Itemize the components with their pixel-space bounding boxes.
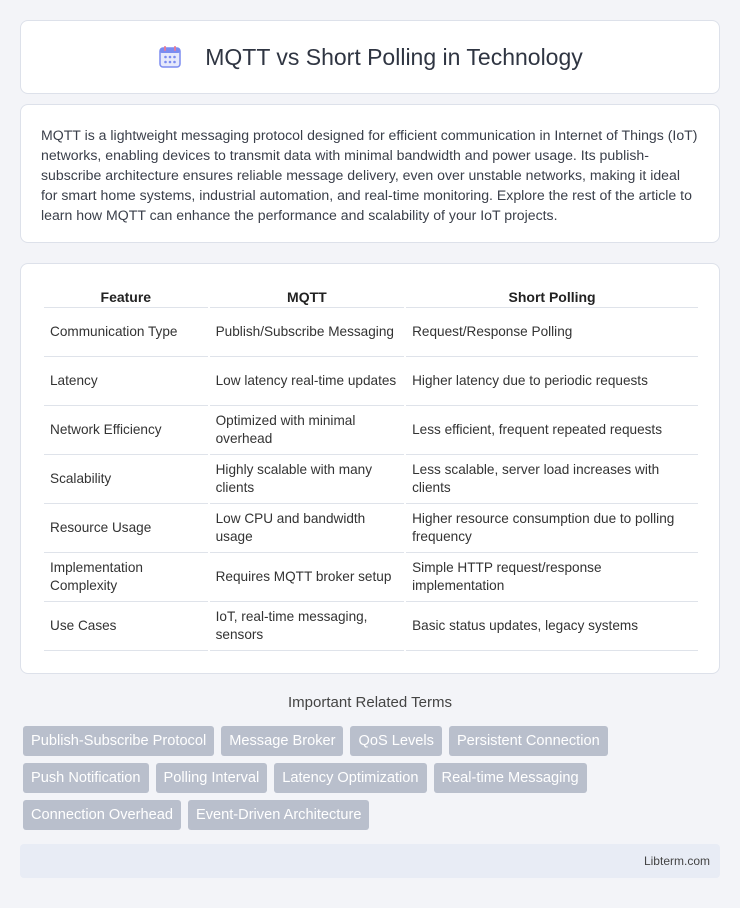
related-term-tag[interactable]: Event-Driven Architecture — [188, 800, 369, 830]
short-polling-cell: Basic status updates, legacy systems — [406, 602, 698, 651]
intro-card — [20, 104, 720, 243]
feature-cell: Communication Type — [44, 308, 208, 357]
mqtt-cell: Optimized with minimal overhead — [210, 406, 405, 455]
table-row — [44, 602, 698, 651]
footer — [20, 844, 720, 878]
short-polling-cell: Less efficient, frequent repeated requests — [406, 406, 698, 455]
mqtt-cell: Requires MQTT broker setup — [210, 553, 405, 602]
related-term-tag[interactable]: Persistent Connection — [449, 726, 608, 756]
short-polling-cell: Less scalable, server load increases with clients — [406, 455, 698, 504]
related-term-tag[interactable]: Push Notification — [23, 763, 149, 793]
table-row — [44, 504, 698, 553]
table-row — [44, 357, 698, 406]
table-row — [44, 406, 698, 455]
short-polling-cell: Simple HTTP request/response implementation — [406, 553, 698, 602]
mqtt-cell: Highly scalable with many clients — [210, 455, 405, 504]
header-card — [20, 20, 720, 94]
comparison-table-card — [20, 263, 720, 674]
related-terms-title: Important Related Terms — [288, 694, 452, 711]
related-term-tag[interactable]: Latency Optimization — [274, 763, 426, 793]
table-row — [44, 553, 698, 602]
intro-text: MQTT is a lightweight messaging protocol designed for efficient communication in Internet of Things (IoT) networks, enabling devices to transmit data with minimal bandwidth and power usage. Its publish-subscribe architecture ensures reliable message delivery, even over unstable networks, making it ideal for smart home systems, industrial automation, and real-time monitoring. Explore the rest of the article to learn how MQTT can enhance the performance and scalability of your IoT projects. — [41, 127, 698, 223]
related-term-tag[interactable]: QoS Levels — [350, 726, 441, 756]
feature-cell: Scalability — [44, 455, 208, 504]
related-term-tag[interactable]: Publish-Subscribe Protocol — [23, 726, 214, 756]
footer-site-link[interactable]: Libterm.com — [643, 854, 710, 868]
header-feature: Feature — [44, 284, 208, 308]
short-polling-cell: Higher latency due to periodic requests — [406, 357, 698, 406]
feature-cell: Latency — [44, 357, 208, 406]
related-term-tag[interactable]: Real-time Messaging — [434, 763, 587, 793]
feature-cell: Resource Usage — [44, 504, 208, 553]
comparison-table — [42, 284, 700, 651]
feature-cell: Implementation Complexity — [44, 553, 208, 602]
related-term-tag[interactable]: Polling Interval — [156, 763, 268, 793]
mqtt-cell: Publish/Subscribe Messaging — [210, 308, 405, 357]
table-row — [44, 455, 698, 504]
mqtt-cell: Low CPU and bandwidth usage — [210, 504, 405, 553]
related-term-tag[interactable]: Connection Overhead — [23, 800, 181, 830]
table-row — [44, 308, 698, 357]
related-term-tag[interactable]: Message Broker — [221, 726, 343, 756]
header-short-polling: Short Polling — [406, 284, 698, 308]
table-header-row — [44, 284, 698, 308]
short-polling-cell: Higher resource consumption due to polling frequency — [406, 504, 698, 553]
calendar-icon — [157, 44, 183, 70]
page-title: MQTT vs Short Polling in Technology — [205, 43, 583, 70]
mqtt-cell: Low latency real-time updates — [210, 357, 405, 406]
feature-cell: Network Efficiency — [44, 406, 208, 455]
header-mqtt: MQTT — [210, 284, 405, 308]
mqtt-cell: IoT, real-time messaging, sensors — [210, 602, 405, 651]
short-polling-cell: Request/Response Polling — [406, 308, 698, 357]
feature-cell: Use Cases — [44, 602, 208, 651]
related-terms-list — [23, 726, 723, 837]
